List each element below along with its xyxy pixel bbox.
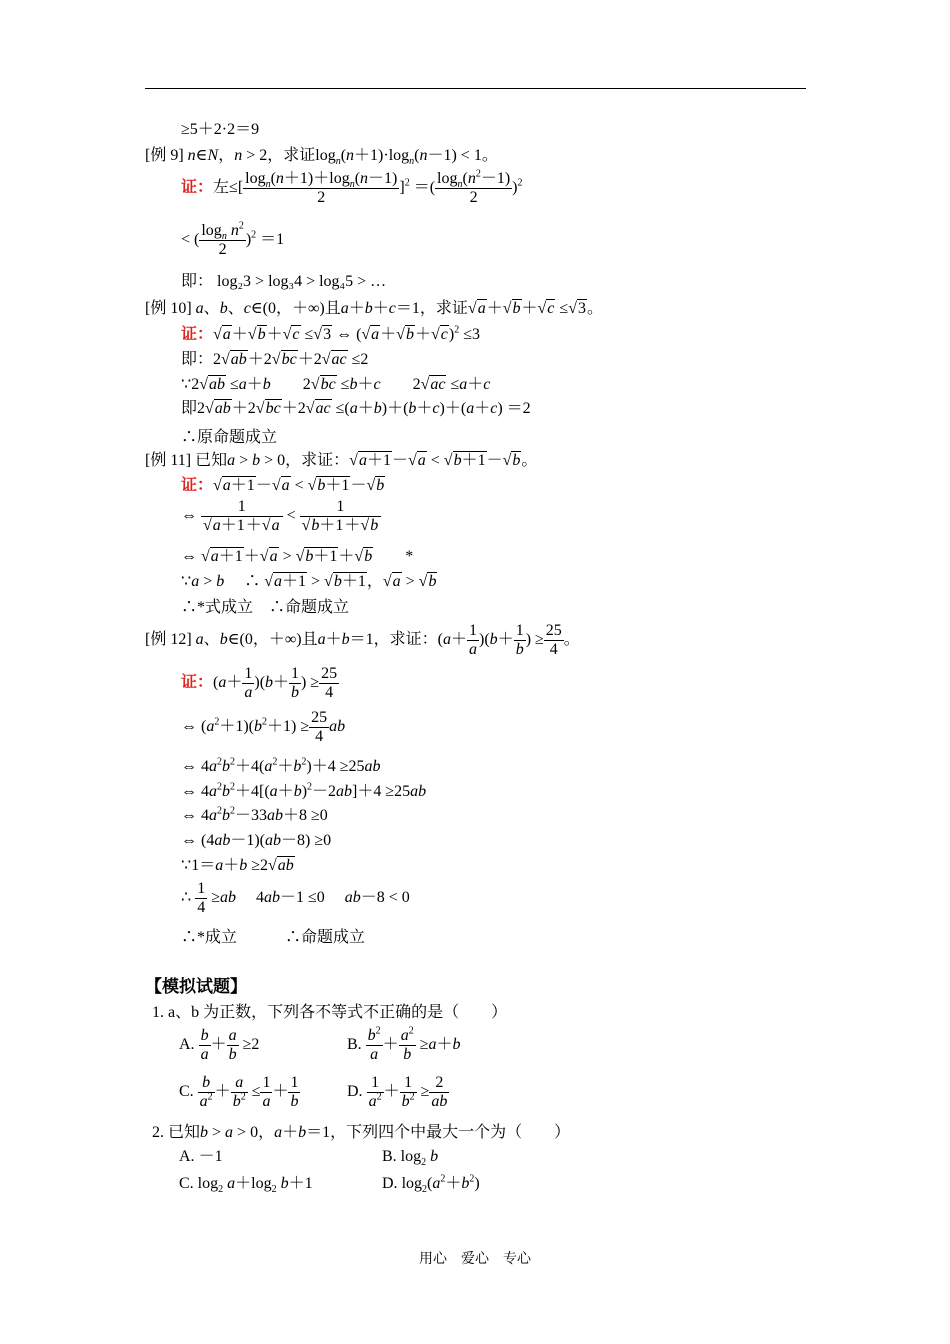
example-12-proof-line5: ⇔ $4a^2b^2-33ab+8 \ge 0$ — [181, 805, 328, 824]
text-line: ≥5＋2·2＝9 — [181, 121, 260, 138]
example-9-proof-line2: < ( $\frac{\log_n n^2}{2}$ )$^2$ ＝1 — [181, 220, 285, 258]
example-9-proof-line1: 证：左≤[ $\frac{\log_n(n+1)+\log_n(n-1)}{2}$ ]$^2$ ＝( $\frac{\log_n(n^2-1)}{2}$ )$^2$ — [181, 168, 523, 206]
because-symbol: ∵ — [181, 573, 192, 590]
example-text: ，求证 — [419, 300, 468, 317]
example-10-proof-line3: ∵2√ab ≤a＋b 2√bc ≤b＋c 2√ac ≤a＋c — [181, 376, 491, 393]
proof-text: ∴命题成立 — [285, 929, 366, 946]
example-text: ，求证： — [373, 630, 438, 648]
proof-text: 即 — [181, 400, 198, 417]
example-text: 且 — [301, 630, 318, 648]
proof-label: 证： — [181, 673, 214, 691]
example-text: 已知 — [195, 452, 228, 469]
q1-option-a: A. $\frac{b}{a}$ ＋ $\frac{a}{b}$ ≥2 — [179, 1027, 260, 1063]
example-10-conclusion: ∴原命题成立 — [181, 429, 278, 446]
option-label: B. — [382, 1148, 397, 1165]
q1-option-b: B. $\frac{b^2}{a}$ ＋ $\frac{a^2}{b}$ ≥a＋b — [347, 1025, 461, 1063]
example-12-proof-line1: 证：(a＋ $\frac{1}{a}$ )(b＋ $\frac{1}{b}$ ) ≥ $\frac{25}{4}$ — [181, 665, 338, 701]
option-label: D. — [382, 1175, 398, 1192]
example-12-proof-line6: ⇔ (4ab－1)(ab－8) ≥0 — [181, 832, 332, 849]
option-label: A. — [179, 1148, 195, 1165]
example-12-proof-line8: ∴ $\frac{1}{4}$ ≥ab 4ab－1 ≤0 ab－8 < 0 — [181, 880, 410, 916]
example-12-proof-line7: ∵1＝a＋b ≥2√ab — [181, 857, 294, 874]
q2-option-c: C. $\log_2 a+\log_2$ b＋1 — [179, 1175, 313, 1196]
q2-option-b: B. $\log_2 b$ — [382, 1148, 439, 1169]
option-label: D. — [347, 1082, 363, 1100]
q1-option-d: D. $\frac{1}{a^2}$ ＋ $\frac{1}{b^2}$ ≥ $\frac{2}{ab}$ — [347, 1074, 448, 1110]
example-10-proof-line4: 即2√ab＋2√bc＋2√ac ≤(a＋b)＋(b＋c)＋(a＋c) ＝2 — [181, 400, 531, 417]
example-10-proof-line2: 即：2√ab＋2√bc＋2√ac ≤2 — [181, 351, 369, 368]
inequality-chain: log₂3 > log₃4 > log₄5 > … — [217, 273, 387, 290]
example-label: [例 10] — [145, 300, 192, 317]
proof-text: ∴*式成立 — [181, 599, 254, 616]
example-11-conclusion — [181, 599, 349, 617]
example-9-statement: [例 9] n∈N，n > 2，求证$\log_n(n+1)\cdot\log_n(n-1) < 1$。 — [145, 147, 498, 168]
q2-option-d: D. $\log_2(a^2+b^2)$ — [382, 1173, 480, 1196]
example-text: ，求证 — [267, 147, 316, 164]
question-text: 2. 已知 — [152, 1124, 201, 1141]
section-heading: 【模拟试题】 — [145, 977, 247, 996]
example-10-proof-line1: 证：√a＋√b＋√c ≤√3 ⇔ $(√a+√b+√c)^2 \le 3$ — [181, 324, 480, 343]
example-12-proof-line2: ⇔ $(a^2+1)(b^2+1)$ ≥ $\frac{25}{4}$ ab — [181, 709, 346, 745]
example-label: [例 12] — [145, 630, 192, 648]
example-11-proof-line2: ⇔ $\frac{1}{√a+1+√a}$ < $\frac{1}{√b+1+√b}$ — [181, 498, 381, 534]
example-text: 且 — [324, 300, 341, 317]
proof-text: ∴*成立 — [181, 929, 238, 946]
proof-text: 即： — [181, 351, 214, 368]
because-symbol: ∵ — [181, 376, 192, 393]
example-11-proof-line3: ⇔ √a＋1＋√a > √b＋1＋√b * — [181, 548, 414, 565]
example-11-proof-line1: 证：√a＋1－√a < √b＋1－√b — [181, 477, 385, 494]
example-9-conclusion — [181, 273, 386, 291]
example-12-statement: [例 12] a、b∈(0，＋∞)且a＋b＝1，求证：(a＋ $\frac{1}{a}$ )(b＋ $\frac{1}{b}$ ) ≥ $\frac{25}{4}$ 。 — [145, 622, 580, 658]
proof-label: 证： — [181, 178, 214, 196]
proof-text: 即： — [181, 273, 214, 290]
option-label: C. — [179, 1175, 194, 1192]
because-symbol: ∵ — [181, 857, 192, 874]
proof-label: 证： — [181, 326, 214, 343]
example-12-proof-line4: ⇔ $4a^2b^2+4[(a+b)^2-2ab]+4 \ge 25ab$ — [181, 781, 427, 800]
example-11-statement: [例 11] 已知a > b > 0，求证：√a＋1－√a < √b＋1－√b。 — [145, 452, 538, 469]
top-rule — [145, 88, 806, 89]
example-12-conclusion — [181, 929, 365, 947]
star-mark: * — [405, 548, 414, 565]
example-10-statement: [例 10] a、b、c∈(0，＋∞)且a＋b＋c＝1，求证√a＋√b＋√c ≤√3。 — [145, 300, 603, 317]
option-label: A. — [179, 1035, 195, 1053]
proof-text: 左 — [213, 178, 230, 196]
page-footer: 用心 爱心 专心 — [419, 1252, 531, 1267]
question-text: ，下列四个中最大一个为（ ） — [330, 1124, 571, 1141]
example-label: [例 9] — [145, 147, 184, 164]
option-label: B. — [347, 1035, 362, 1053]
option-label: C. — [179, 1082, 194, 1100]
question-2: 2. 已知b > a > 0，a＋b＝1，下列四个中最大一个为（ ） — [152, 1124, 571, 1141]
q1-option-c: C. $\frac{b}{a^2}$ ＋ $\frac{a}{b^2}$ ≤ $\frac{1}{a}$ ＋ $\frac{1}{b}$ — [179, 1074, 299, 1110]
example-11-proof-line4: ∵a > b ∴ √a＋1 > √b＋1，√a > √b — [181, 573, 437, 590]
example-12-proof-line3: ⇔ $4a^2b^2+4(a^2+b^2)+4 \ge 25ab$ — [181, 756, 381, 775]
proof-text: ∴命题成立 — [269, 599, 350, 616]
example-label: [例 11] — [145, 452, 192, 469]
question-1: 1. a、b 为正数，下列各不等式不正确的是（ ） — [152, 1004, 508, 1021]
q2-option-a: A. －1 — [179, 1148, 223, 1165]
proof-label: 证： — [181, 477, 214, 494]
example-text: ，求证： — [285, 452, 350, 469]
